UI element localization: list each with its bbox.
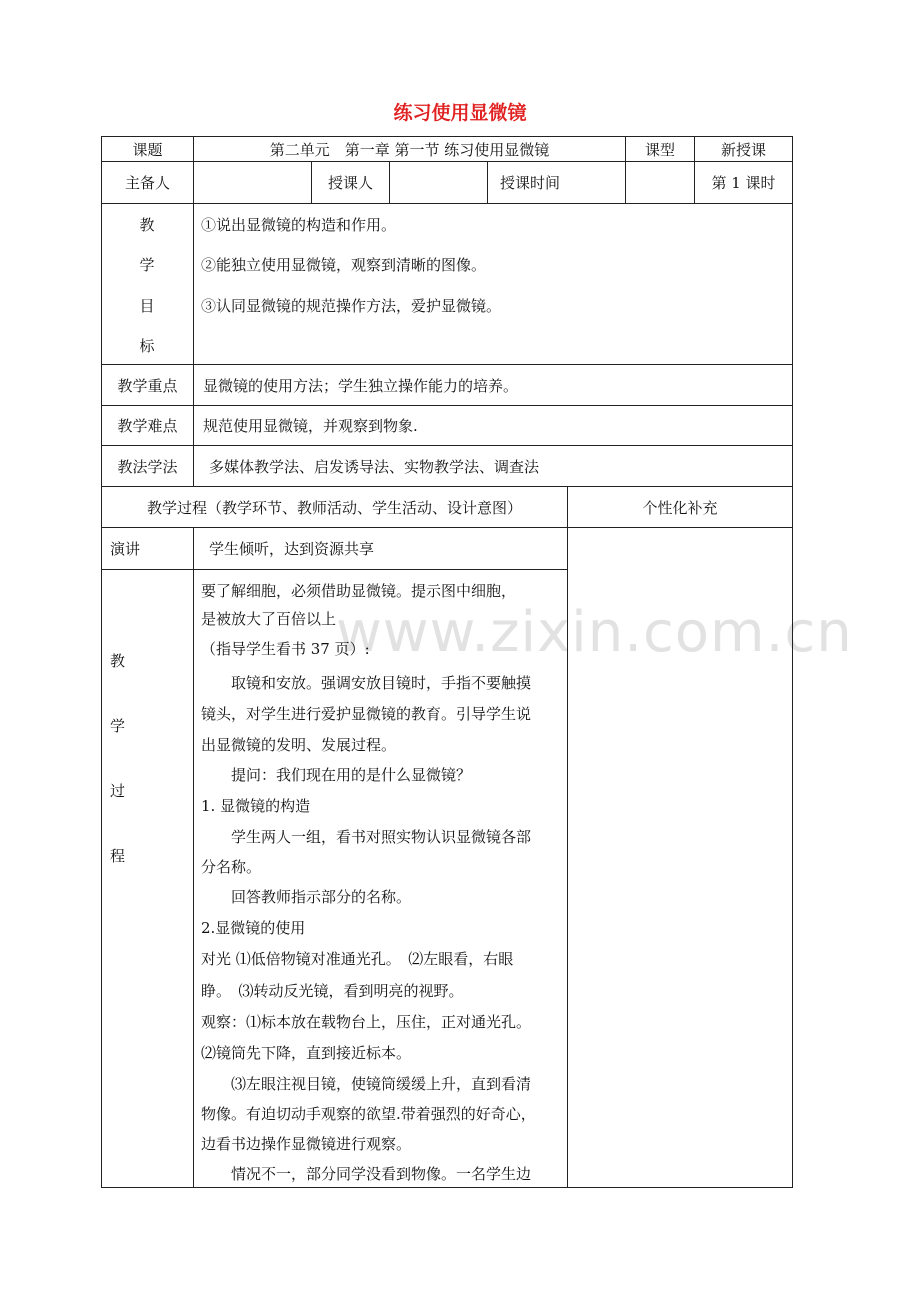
teacher-label: 授课人 — [327, 174, 373, 192]
process-line: 是被放大了百倍以上 — [201, 610, 337, 628]
objective-item: ①说出显微镜的构造和作用。 — [201, 216, 397, 234]
process-line: 观察：⑴标本放在载物台上，压住，正对通光孔。 — [201, 1013, 532, 1031]
teacher-value — [390, 162, 487, 203]
objective-item: ③认同显微镜的规范操作方法，爱护显微镜。 — [201, 297, 502, 315]
topic-value-text: 第二单元 第一章 第一节 练习使用显微镜 — [269, 140, 550, 159]
col-divider — [193, 203, 194, 486]
process-line: 要了解细胞，必须借助显微镜。提示图中细胞， — [201, 582, 517, 600]
row-divider — [101, 203, 792, 204]
key-point-value: 显微镜的使用方法；学生独立操作能力的培养。 — [203, 376, 519, 395]
methods-value: 多媒体教学法、启发诱导法、实物教学法、调查法 — [209, 457, 540, 476]
period-value: 第 1 课时 — [711, 174, 776, 192]
process-line: （指导学生看书 37 页）: — [201, 640, 370, 658]
key-point-label: 教学重点 — [117, 376, 178, 395]
process-line: 回答教师指示部分的名称。 — [201, 888, 412, 906]
supplement-cell — [568, 528, 792, 1187]
process-line: 出显微镜的发明、发展过程。 — [201, 736, 397, 754]
time-label: 授课时间 — [500, 174, 561, 192]
process-line: ⑵镜筒先下降，直到接近标本。 — [201, 1044, 412, 1062]
col-divider — [193, 527, 194, 1187]
process-line: 对光 ⑴低倍物镜对准通光孔。 ⑵左眼看，右眼 — [201, 950, 514, 968]
difficulty-label: 教学难点 — [117, 417, 178, 435]
table-border-left — [101, 136, 102, 1188]
process-label-char: 过 — [110, 782, 126, 800]
objectives-label-char: 标 — [139, 337, 155, 355]
difficulty-value: 规范使用显微镜，并观察到物象. — [203, 417, 418, 435]
process-line: 物像。有迫切动手观察的欲望.带着强烈的好奇心， — [201, 1105, 536, 1123]
type-label: 课型 — [644, 140, 675, 159]
process-label-char: 学 — [110, 717, 126, 735]
process-header: 教学过程（教学环节、教师活动、学生活动、设计意图） — [146, 498, 522, 517]
process-line: 分名称。 — [201, 858, 262, 876]
process-line: 情况不一，部分同学没看到物像。一名学生边 — [201, 1165, 532, 1183]
lecture-value: 学生倾听，达到资源共享 — [209, 540, 375, 558]
topic-value — [194, 137, 625, 161]
type-value: 新授课 — [720, 140, 766, 159]
watermark: www.zixin.com.cn — [336, 600, 853, 665]
process-label-char: 教 — [110, 652, 126, 670]
methods-label: 教法学法 — [117, 457, 178, 476]
process-line: ⑶左眼注视目镜，使镜筒缓缓上升，直到看清 — [201, 1075, 532, 1093]
time-value — [626, 162, 694, 203]
process-line: 镜头，对学生进行爱护显微镜的教育。引导学生说 — [201, 705, 532, 723]
process-line: 1. 显微镜的构造 — [201, 797, 311, 815]
supplement-header: 个性化补充 — [642, 498, 718, 517]
process-line: 提问：我们现在用的是什么显微镜？ — [201, 766, 472, 784]
objective-item: ②能独立使用显微镜，观察到清晰的图像。 — [201, 256, 487, 274]
table-border-bottom — [101, 1187, 792, 1188]
lecture-label: 演讲 — [110, 540, 141, 558]
objectives-label-char: 学 — [139, 256, 155, 274]
process-line: 边看书边操作显微镜进行观察。 — [201, 1135, 412, 1153]
objectives-label-char: 教 — [139, 216, 155, 234]
process-line: 取镜和安放。强调安放目镜时，手指不要触摸 — [201, 674, 532, 692]
process-label-char: 程 — [110, 847, 126, 865]
page-title: 练习使用显微镜 — [393, 102, 527, 124]
process-line: 学生两人一组，看书对照实物认识显微镜各部 — [201, 828, 532, 846]
preparer-value — [194, 162, 311, 203]
objectives-label-char: 目 — [139, 297, 155, 315]
process-line: 睁。 ⑶转动反光镜，看到明亮的视野。 — [201, 982, 464, 1000]
topic-label: 课题 — [132, 140, 163, 159]
row-divider — [101, 569, 567, 570]
col-divider — [487, 161, 488, 203]
preparer-label: 主备人 — [124, 174, 170, 192]
process-line: 2.显微镜的使用 — [201, 919, 306, 937]
table-border-right — [792, 136, 793, 1188]
